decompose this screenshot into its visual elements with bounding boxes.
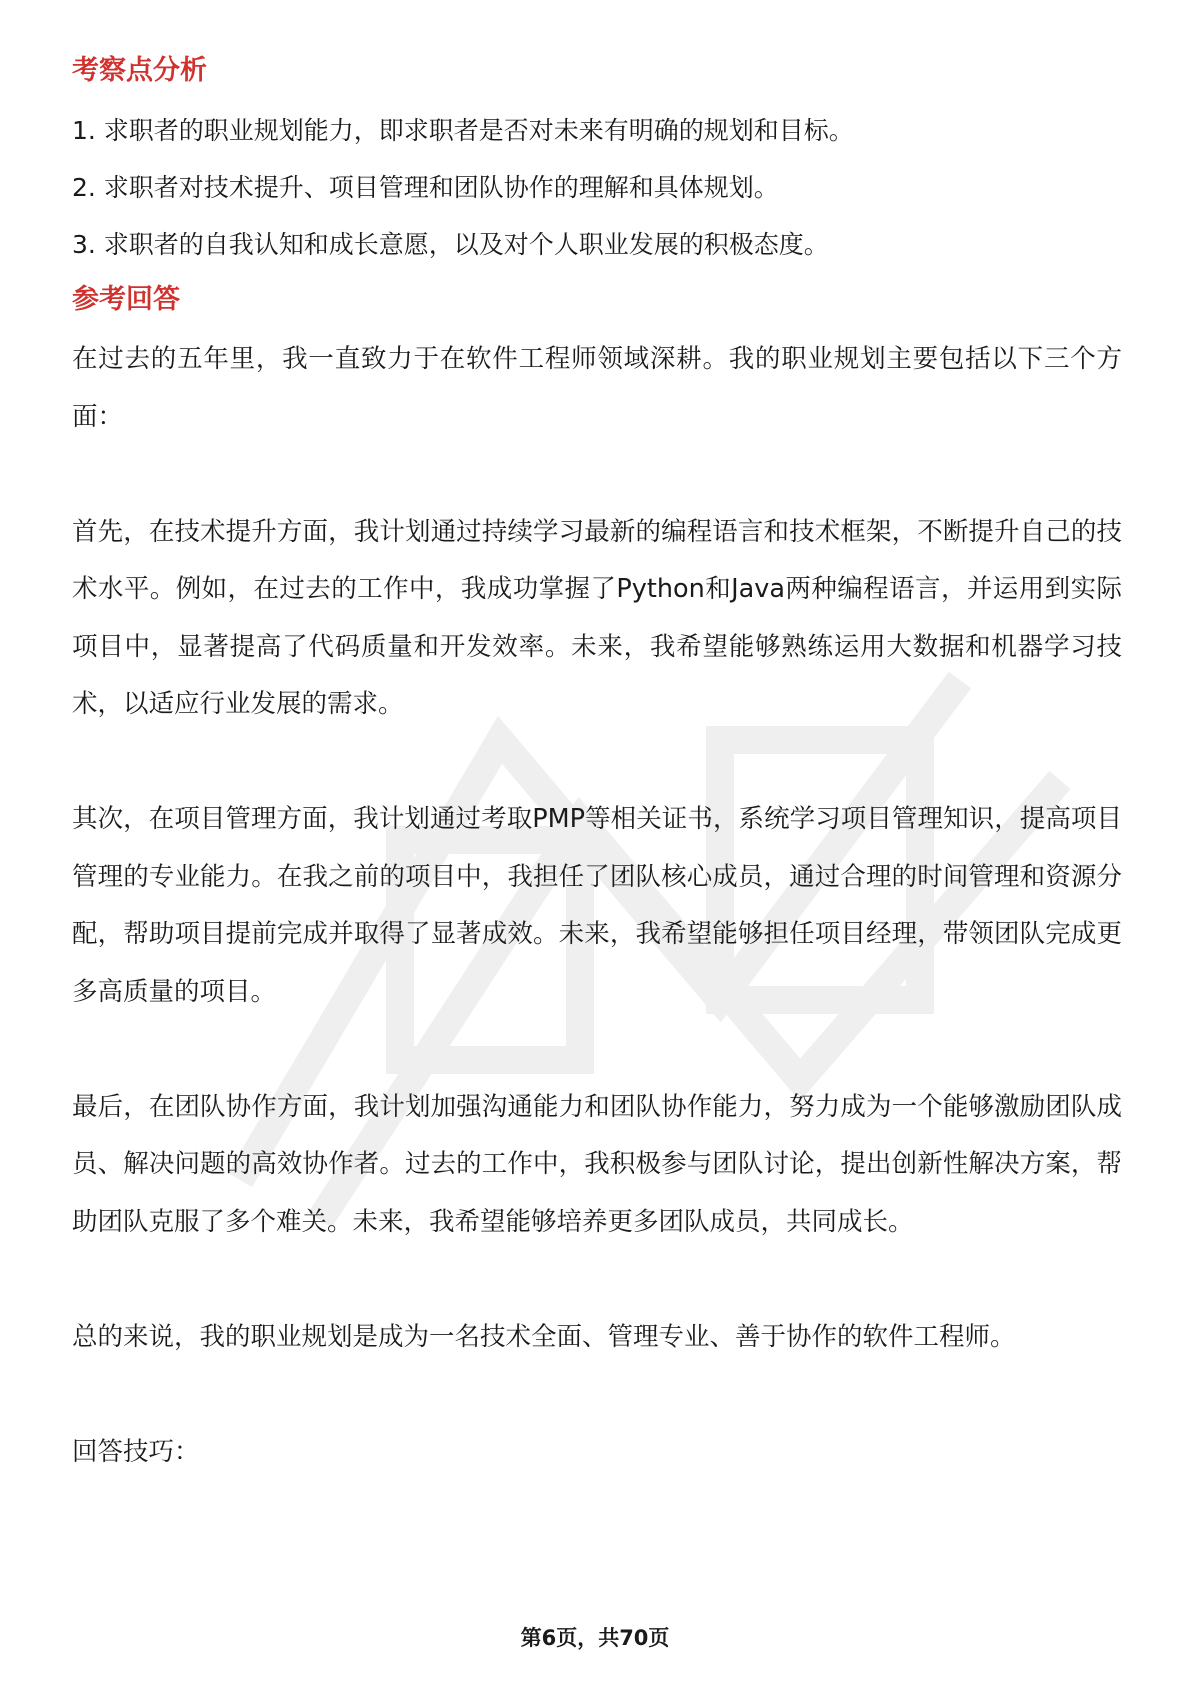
analysis-item: 3. 求职者的自我认知和成长意愿，以及对个人职业发展的积极态度。 bbox=[72, 230, 829, 259]
answer-paragraph: 总的来说，我的职业规划是成为一名技术全面、管理专业、善于协作的软件工程师。 bbox=[72, 1321, 1016, 1352]
answer-heading: 参考回答 bbox=[72, 284, 180, 315]
analysis-item: 2. 求职者对技术提升、项目管理和团队协作的理解和具体规划。 bbox=[72, 173, 779, 202]
analysis-section bbox=[72, 50, 1122, 273]
answer-paragraph: 最后，在团队协作方面，我计划加强沟通能力和团队协作能力，努力成为一个能够激励团队成员、解决问题的高效协作者。过去的工作中，我积极参与团队讨论，提出创新性解决方案，帮助团队克服了多个难关。未来，我希望能够培养更多团队成员，共同成长。 bbox=[72, 1091, 1122, 1237]
answer-paragraph: 首先，在技术提升方面，我计划通过持续学习最新的编程语言和技术框架，不断提升自己的技术水平。例如，在过去的工作中，我成功掌握了Python和Java两种编程语言，并运用到实际项目中，显著提高了代码质量和开发效率。未来，我希望能够熟练运用大数据和机器学习技术，以适应行业发展的需求。 bbox=[72, 516, 1122, 719]
page-number: 第6页，共70页 bbox=[520, 1626, 670, 1650]
answer-section bbox=[72, 279, 1122, 1366]
answer-paragraph: 其次，在项目管理方面，我计划通过考取PMP等相关证书，系统学习项目管理知识，提高项目管理的专业能力。在我之前的项目中，我担任了团队核心成员，通过合理的时间管理和资源分配，帮助项目提前完成并取得了显著成效。未来，我希望能够担任项目经理，带领团队完成更多高质量的项目。 bbox=[72, 804, 1122, 1007]
answer-paragraph: 在过去的五年里，我一直致力于在软件工程师领域深耕。我的职业规划主要包括以下三个方面： bbox=[72, 344, 1122, 432]
tips-section bbox=[72, 1424, 1122, 1482]
analysis-item: 1. 求职者的职业规划能力，即求职者是否对未来有明确的规划和目标。 bbox=[72, 116, 854, 145]
tips-heading: 回答技巧： bbox=[72, 1436, 200, 1467]
document-page bbox=[72, 40, 1122, 1481]
analysis-heading: 考察点分析 bbox=[72, 55, 207, 86]
